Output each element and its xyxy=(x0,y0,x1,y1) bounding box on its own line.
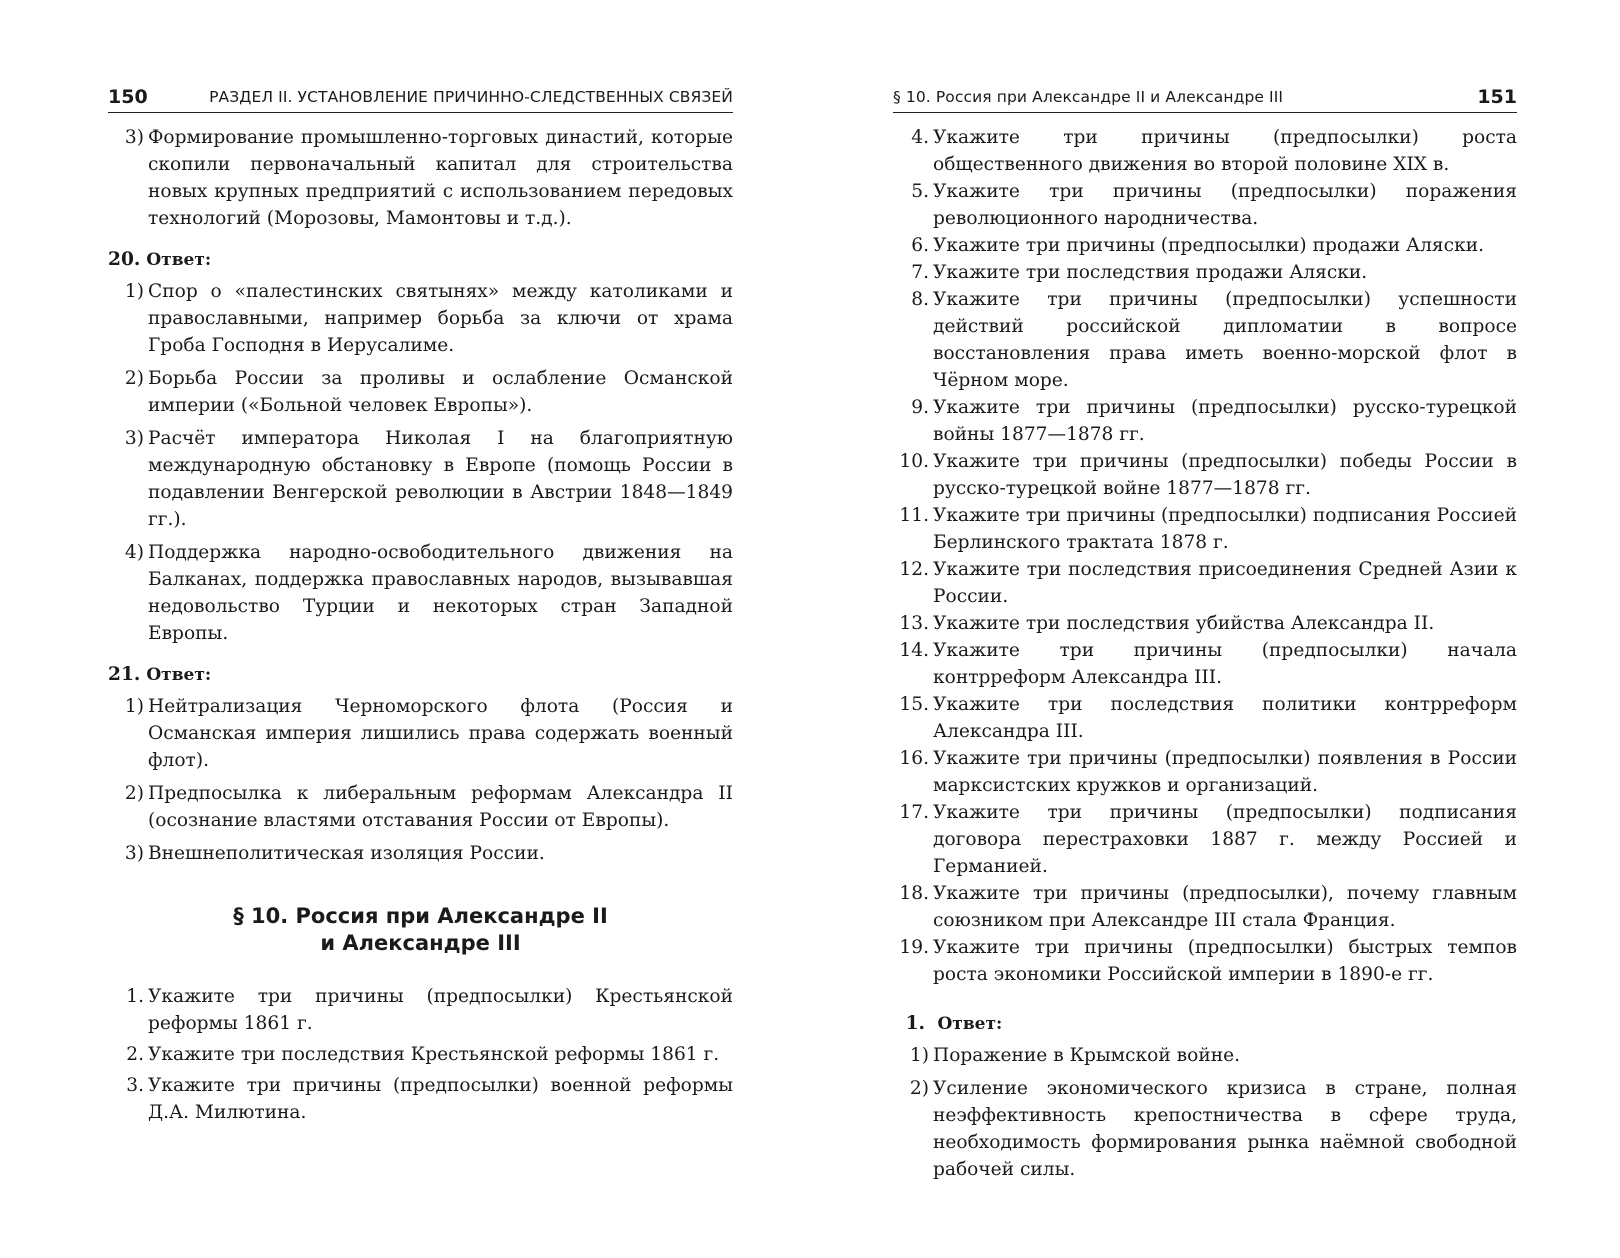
answer-label: Ответ: xyxy=(937,1014,1003,1034)
list-item xyxy=(108,124,733,232)
answer-number: 20. xyxy=(108,249,141,270)
item-text: Нейтрализация Черноморского флота (Россия и Османская империя лишились права содержать военный флот). xyxy=(148,696,733,771)
question-text: Укажите три причины (предпосылки) появления в России марксистских кружков и организаций. xyxy=(933,748,1517,796)
page-content xyxy=(108,124,733,1126)
question-number: 11. xyxy=(899,505,929,526)
page-header xyxy=(108,82,733,113)
question-item xyxy=(893,934,1517,988)
list-item xyxy=(108,365,733,419)
question-number: 9. xyxy=(911,397,929,418)
item-number: 2) xyxy=(124,368,144,389)
list-item xyxy=(108,539,733,647)
question-item xyxy=(893,880,1517,934)
page-number: 151 xyxy=(1477,86,1517,108)
question-list xyxy=(893,124,1517,988)
item-text: Поддержка народно-освободительного движения на Балканах, поддержка православных народов, вызывавшая недовольство Турции и некоторых стран Западной Европы. xyxy=(148,542,733,644)
question-text: Укажите три последствия Крестьянской реформы 1861 г. xyxy=(148,1044,720,1065)
question-number: 18. xyxy=(899,883,929,904)
question-number: 17. xyxy=(899,802,929,823)
item-number: 2) xyxy=(124,783,144,804)
list-item xyxy=(893,1042,1517,1069)
question-item xyxy=(893,448,1517,502)
item-number: 3) xyxy=(124,428,144,449)
list-item xyxy=(108,693,733,774)
question-text: Укажите три причины (предпосылки), почему главным союзником при Александре III стала Франция. xyxy=(933,883,1517,931)
question-item xyxy=(108,1072,733,1126)
item-text: Поражение в Крымской войне. xyxy=(933,1045,1241,1066)
item-text: Формирование промышленно-торговых династий, которые скопили первоначальный капитал для строительства новых крупных предприятий с использованием передовых технологий (Морозовы, Мамонтовы и т.д.). xyxy=(148,127,733,229)
question-number: 10. xyxy=(899,451,929,472)
question-item xyxy=(893,124,1517,178)
item-number: 4) xyxy=(124,542,144,563)
section-title-line: и Александре III xyxy=(320,931,521,955)
question-item xyxy=(108,983,733,1037)
list-item xyxy=(108,840,733,867)
list-item xyxy=(108,278,733,359)
answer-label: Ответ: xyxy=(146,665,212,685)
answer-heading xyxy=(108,246,733,274)
question-number: 1. xyxy=(126,986,144,1007)
item-number: 3) xyxy=(124,843,144,864)
question-item xyxy=(108,1041,733,1068)
question-text: Укажите три причины (предпосылки) успешности действий российской дипломатии в вопросе восстановления права иметь военно-морской флот в Чёрном море. xyxy=(933,289,1517,391)
question-item xyxy=(893,286,1517,394)
page-number: 150 xyxy=(108,86,148,108)
question-number: 16. xyxy=(899,748,929,769)
question-item xyxy=(893,799,1517,880)
question-text: Укажите три причины (предпосылки) подписания договора перестраховки 1887 г. между Россией и Германией. xyxy=(933,802,1517,877)
list-item xyxy=(893,1075,1517,1183)
running-head: § 10. Россия при Александре II и Александре III xyxy=(893,88,1284,106)
question-item xyxy=(893,691,1517,745)
question-text: Укажите три причины (предпосылки) поражения революционного народничества. xyxy=(933,181,1517,229)
question-item xyxy=(893,259,1517,286)
list-item xyxy=(108,780,733,834)
question-item xyxy=(893,178,1517,232)
item-number: 1) xyxy=(124,281,144,302)
item-text: Предпосылка к либеральным реформам Александра II (осознание властями отставания России от Европы). xyxy=(148,783,733,831)
question-item xyxy=(893,637,1517,691)
item-text: Расчёт императора Николая I на благоприятную международную обстановку в Европе (помощь России в подавлении Венгерской революции в Австрии 1848—1849 гг.). xyxy=(148,428,733,530)
question-number: 13. xyxy=(899,613,929,634)
question-number: 3. xyxy=(126,1075,144,1096)
question-item xyxy=(893,232,1517,259)
question-text: Укажите три причины (предпосылки) начала контрреформ Александра III. xyxy=(933,640,1517,688)
answer-number: 1. xyxy=(905,1013,925,1034)
question-text: Укажите три последствия присоединения Средней Азии к России. xyxy=(933,559,1517,607)
question-text: Укажите три причины (предпосылки) подписания Россией Берлинского трактата 1878 г. xyxy=(933,505,1517,553)
question-number: 6. xyxy=(911,235,929,256)
list-item xyxy=(108,425,733,533)
question-number: 12. xyxy=(899,559,929,580)
question-item xyxy=(893,610,1517,637)
question-item xyxy=(893,556,1517,610)
question-text: Укажите три последствия политики контрреформ Александра III. xyxy=(933,694,1517,742)
question-text: Укажите три последствия продажи Аляски. xyxy=(933,262,1368,283)
question-text: Укажите три причины (предпосылки) победы России в русско-турецкой войне 1877—1878 гг. xyxy=(933,451,1517,499)
question-text: Укажите три причины (предпосылки) быстрых темпов роста экономики Российской империи в 1890-е гг. xyxy=(933,937,1517,985)
section-title-line: § 10. Россия при Александре II xyxy=(233,904,608,928)
question-number: 14. xyxy=(899,640,929,661)
question-item xyxy=(893,745,1517,799)
question-item xyxy=(893,394,1517,448)
question-text: Укажите три причины (предпосылки) военной реформы Д.А. Милютина. xyxy=(148,1075,733,1123)
item-number: 1) xyxy=(124,696,144,717)
item-text: Внешнеполитическая изоляция России. xyxy=(148,843,545,864)
question-number: 15. xyxy=(899,694,929,715)
answer-number: 21. xyxy=(108,664,141,685)
item-number: 3) xyxy=(124,127,144,148)
item-number: 1) xyxy=(909,1045,929,1066)
question-text: Укажите три причины (предпосылки) роста общественного движения во второй половине XIX в. xyxy=(933,127,1517,175)
answer-heading xyxy=(893,1010,1517,1038)
item-text: Борьба России за проливы и ослабление Османской империи («Больной человек Европы»). xyxy=(148,368,733,416)
answer-label: Ответ: xyxy=(146,250,212,270)
question-text: Укажите три последствия убийства Александра II. xyxy=(933,613,1435,634)
question-text: Укажите три причины (предпосылки) Крестьянской реформы 1861 г. xyxy=(148,986,733,1034)
page-content xyxy=(893,124,1517,1183)
page-header xyxy=(893,82,1517,113)
section-title xyxy=(108,903,733,957)
item-number: 2) xyxy=(909,1078,929,1099)
question-number: 19. xyxy=(899,937,929,958)
question-number: 4. xyxy=(911,127,929,148)
answer-heading xyxy=(108,661,733,689)
question-number: 2. xyxy=(126,1044,144,1065)
question-text: Укажите три причины (предпосылки) русско-турецкой войны 1877—1878 гг. xyxy=(933,397,1517,445)
item-text: Спор о «палестинских святынях» между католиками и православными, например борьба за ключи от храма Гроба Господня в Иерусалиме. xyxy=(148,281,733,356)
question-number: 8. xyxy=(911,289,929,310)
question-number: 5. xyxy=(911,181,929,202)
item-text: Усиление экономического кризиса в стране, полная неэффективность крепостничества в сфере труда, необходимость формирования рынка наёмной свободной рабочей силы. xyxy=(933,1078,1517,1180)
question-item xyxy=(893,502,1517,556)
running-head: РАЗДЕЛ II. УСТАНОВЛЕНИЕ ПРИЧИННО-СЛЕДСТВЕННЫХ СВЯЗЕЙ xyxy=(209,88,733,106)
question-number: 7. xyxy=(911,262,929,283)
question-text: Укажите три причины (предпосылки) продажи Аляски. xyxy=(933,235,1484,256)
